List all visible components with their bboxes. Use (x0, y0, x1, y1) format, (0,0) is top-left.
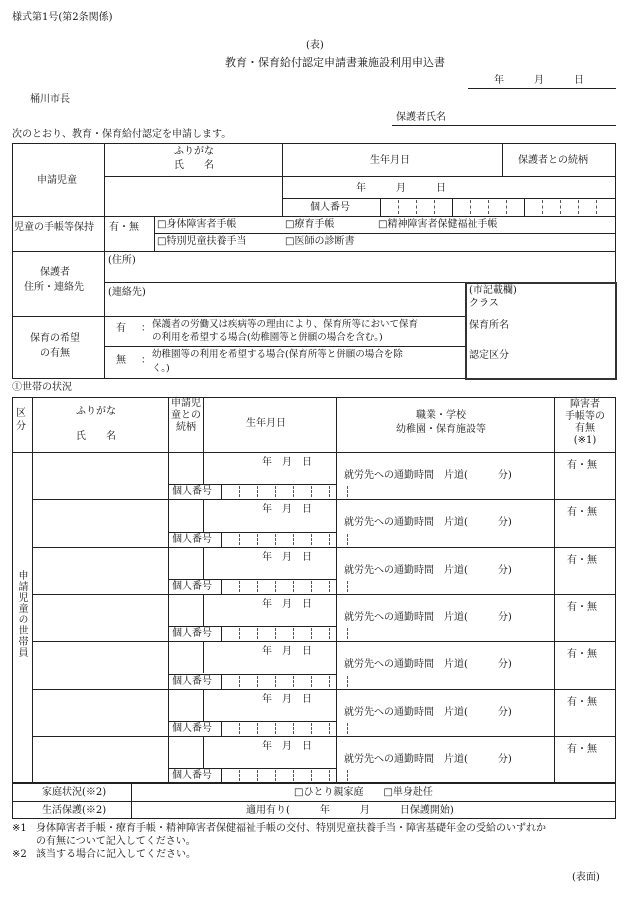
note-1-line-2: の有無について記入してください。 (36, 836, 196, 847)
wish-label-2: の有無 (40, 348, 70, 359)
welfare-field[interactable]: 適用有り( 年 月 日保護開始) (246, 805, 454, 816)
row-commute[interactable]: 就労先への通勤時間 片道( 分) (344, 706, 512, 718)
col-job-1: 職業・学校 (416, 410, 466, 421)
note-2-text: 該当する場合に記入してください。 (36, 849, 196, 860)
col-name: 氏 名 (76, 431, 116, 442)
wish-yes[interactable]: 有 (116, 323, 126, 334)
row-name-field[interactable] (33, 452, 167, 499)
row-commute[interactable]: 就労先への通勤時間 片道( 分) (344, 564, 512, 576)
row-commute[interactable]: 就労先への通勤時間 片道( 分) (344, 753, 512, 765)
row-name-field[interactable] (33, 499, 167, 546)
birth-label: 生年月日 (370, 155, 410, 166)
guardian-label-2: 住所・連絡先 (24, 282, 84, 293)
row-birth-date[interactable]: 年 月 日 (262, 646, 312, 658)
wish-no-text-2: く。) (152, 363, 170, 374)
checkbox-diagnosis[interactable]: □医師の診断書 (285, 236, 355, 247)
class-label: クラス (469, 298, 499, 309)
col-kubun: 区分 (16, 408, 26, 432)
row-disability-yesno[interactable]: 有・無 (567, 649, 597, 661)
wish-no[interactable]: 無 (116, 355, 126, 366)
row-name-field[interactable] (33, 547, 167, 594)
row-disability-yesno[interactable]: 有・無 (567, 601, 597, 613)
row-commute[interactable]: 就労先への通勤時間 片道( 分) (344, 517, 512, 529)
handbook-yesno[interactable]: 有・無 (109, 222, 139, 233)
col-job-2: 幼稚園・保育施設等 (396, 424, 486, 435)
checkbox-allowance[interactable]: □特別児童扶養手当 (157, 236, 247, 247)
handbook-label: 児童の手帳等保持 (14, 222, 94, 233)
row-disability-yesno[interactable]: 有・無 (567, 507, 597, 519)
furigana-label: ふりがな (174, 146, 214, 157)
row-disability-yesno[interactable]: 有・無 (567, 696, 597, 708)
row-name-field[interactable] (33, 594, 167, 641)
row-name-field[interactable] (33, 689, 167, 736)
checkbox-mental[interactable]: □精神障害者保健福祉手帳 (378, 219, 498, 230)
row-mynumber-label: 個人番号 (172, 486, 212, 498)
row-name-field[interactable] (33, 736, 167, 783)
row-birth-date[interactable]: 年 月 日 (262, 740, 312, 752)
row-birth-date[interactable]: 年 月 日 (262, 598, 312, 610)
mynumber-label: 個人番号 (310, 202, 350, 213)
city-use-label: (市記載欄) (469, 285, 517, 296)
name-label: 氏 名 (174, 160, 214, 171)
birth-date-field[interactable]: 年 月 日 (356, 183, 446, 194)
row-mynumber-label: 個人番号 (172, 533, 212, 545)
row-disability-yesno[interactable]: 有・無 (567, 743, 597, 755)
family-label: 家庭状況(※2) (42, 787, 107, 798)
addressee: 桶川市長 (30, 94, 70, 105)
row-birth-date[interactable]: 年 月 日 (262, 693, 312, 705)
row-disability-yesno[interactable]: 有・無 (567, 554, 597, 566)
note-2-mark: ※2 (12, 849, 27, 860)
page-title: 教育・保育給付認定申請書兼施設利用申込書 (225, 56, 445, 69)
guardian-label-1: 保護者 (40, 267, 70, 278)
household-section-title: ①世帯の状況 (12, 382, 72, 393)
row-mynumber-label: 個人番号 (172, 580, 212, 592)
family-options[interactable]: □ひとり親家庭 □単身赴任 (294, 787, 433, 798)
row-disability-yesno[interactable]: 有・無 (567, 460, 597, 471)
row-commute[interactable]: 就労先への通勤時間 片道( 分) (344, 659, 512, 671)
guardian-name-label: 保護者氏名 (396, 112, 446, 123)
col-relation: 申請児童との続柄 (171, 398, 201, 434)
relation-label: 保護者との続柄 (518, 155, 588, 166)
side-label: (表) (306, 40, 324, 51)
row-birth-date[interactable]: 年 月 日 (262, 551, 312, 563)
col-disability: 障害者 手帳等の 有無 (※1) (565, 399, 605, 446)
note-1-mark: ※1 (12, 823, 27, 834)
row-mynumber-label: 個人番号 (172, 675, 212, 687)
row-mynumber-label: 個人番号 (172, 628, 212, 640)
checkbox-physical[interactable]: □身体障害者手帳 (157, 219, 237, 230)
wish-label-1: 保育の希望 (30, 333, 80, 344)
wish-yes-text-2: の利用を希望する場合(幼稚園等と併願の場合を含む。) (152, 332, 383, 343)
row-name-field[interactable] (33, 641, 167, 688)
checkbox-ryoiku[interactable]: □療育手帳 (285, 219, 335, 230)
wish-no-text-1: 幼稚園等の利用を希望する場合(保育所等と併願の場合を除 (152, 349, 403, 360)
row-commute[interactable]: 就労先への通勤時間 片道( 分) (344, 470, 512, 481)
category-label: 認定区分 (469, 350, 509, 361)
wish-yes-text-1: 保護者の労働又は疾病等の理由により、保育所等において保育 (152, 319, 419, 330)
row-mynumber-label: 個人番号 (172, 770, 212, 782)
facility-label: 保育所名 (469, 320, 509, 331)
col-furigana: ふりがな (76, 406, 116, 417)
guardian-name-field[interactable] (392, 125, 616, 126)
row-birth-date[interactable]: 年 月 日 (262, 457, 312, 468)
intro-text: 次のとおり、教育・保育給付認定を申請します。 (12, 129, 232, 140)
applicant-label: 申請児童 (37, 175, 77, 186)
row-birth-date[interactable]: 年 月 日 (262, 504, 312, 516)
form-number: 様式第1号(第2条関係) (12, 12, 113, 23)
address-label[interactable]: (住所) (108, 255, 136, 266)
row-commute[interactable]: 就労先への通勤時間 片道( 分) (344, 611, 512, 623)
page-footer: (表面) (572, 872, 600, 883)
date-field[interactable]: 年 月 日 (494, 75, 584, 86)
group-label: 申請児童の世帯員 (16, 570, 27, 658)
col-birth: 生年月日 (246, 418, 286, 429)
note-1-line-1: 身体障害者手帳・療育手帳・精神障害者保健福祉手帳の交付、特別児童扶養手当・障害基礎年金の受給のいずれか (36, 823, 546, 834)
row-mynumber-label: 個人番号 (172, 722, 212, 734)
welfare-label: 生活保護(※2) (42, 805, 107, 816)
contact-label[interactable]: (連絡先) (108, 287, 146, 298)
